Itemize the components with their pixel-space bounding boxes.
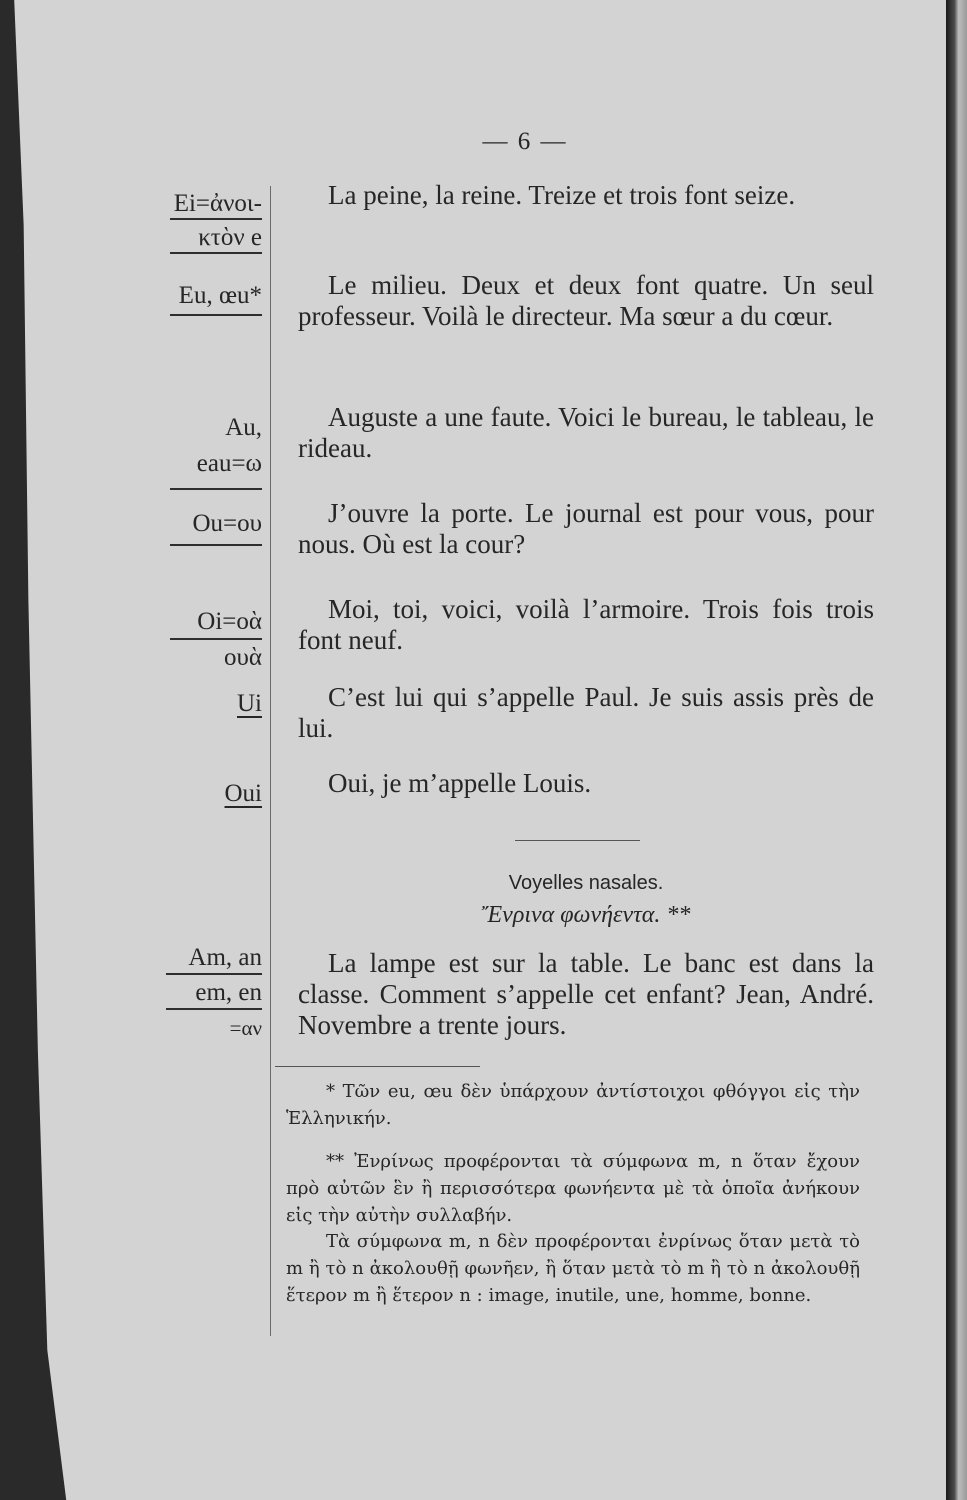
section-heading-french: Voyelles nasales. (508, 872, 664, 894)
margin-rule (170, 488, 262, 490)
margin-rule (170, 314, 262, 316)
margin-label-ei-line1: Ei=ἀνοι- (173, 190, 262, 217)
margin-label-am-line2: em, en (195, 979, 262, 1006)
margin-label-au-line1: Au, (225, 414, 262, 441)
margin-label-oi-line2: ουὰ (224, 644, 262, 671)
paragraph-ui: C’est lui qui s’appelle Paul. Je suis assis près de lui. (298, 682, 874, 743)
margin-label-oui-line1: Oui (224, 780, 262, 807)
footnote-2: ** Ἐνρίνως προφέρονται τὰ σύμφωνα m, n ὅταν ἔχουν πρὸ αὐτῶν ἓν ἢ περισσότερα φωνήεντα μὲ τὰ ὁποῖα ἀνήκουν εἰς τὴν αὐτὴν συλλαβήν. (286, 1151, 860, 1226)
margin-label-eu-line1: Eu, œu* (178, 282, 262, 309)
footnote-3: Τὰ σύμφωνα m, n δὲν προφέρονται ἐνρίνως ὅταν μετὰ τὸ m ἢ τὸ n ἀκολουθῇ φωνῆεν, ἢ ὅταν μετὰ τὸ m ἢ τὸ n ἀκολουθῇ ἕτερον m ἢ ἕτερον n : image, inutile, une, homme, bonne. (286, 1231, 860, 1306)
margin-label-ei (170, 186, 262, 254)
margin-label-au (170, 410, 262, 490)
margin-label-oui (225, 776, 263, 812)
column-divider (270, 186, 271, 1336)
paragraph-au: Auguste a une faute. Voici le bureau, le tableau, le rideau. (298, 402, 874, 463)
margin-label-ou (170, 506, 262, 546)
paragraph-am: La lampe est sur la table. Le banc est dans la classe. Comment s’appelle cet enfant? Jean, André. Novembre a trente jours. (298, 948, 874, 1040)
margin-label-ou-line1: Ou=ου (192, 510, 262, 537)
section-heading-greek: Ἔνρινα φωνήεντα. ** (481, 902, 691, 928)
margin-label-ui (237, 686, 262, 722)
margin-label-am-line1: Am, an (188, 944, 262, 971)
margin-rule (170, 544, 262, 546)
margin-label-ui-line1: Ui (237, 690, 262, 717)
margin-label-oi (170, 604, 262, 676)
paragraph-eu: Le milieu. Deux et deux font quatre. Un seul professeur. Voilà le directeur. Ma sœur a du cœur. (298, 270, 874, 331)
section-separator (515, 840, 640, 841)
margin-label-ei-line2: κτὸν e (198, 224, 262, 251)
paragraph-ou: J’ouvre la porte. Le journal est pour vous, pour nous. Où est la cour? (298, 498, 874, 559)
margin-label-eu (170, 278, 262, 316)
margin-label-oi-line1: Oi=οὰ (197, 608, 262, 635)
margin-label-au-line2: eau=ω (196, 450, 262, 477)
page-number: — 6 — (482, 128, 568, 155)
paragraph-ei: La peine, la reine. Treize et trois font seize. (328, 180, 796, 210)
margin-label-am (166, 940, 262, 1046)
book-spine (946, 0, 967, 1500)
footnote-separator (275, 1066, 480, 1067)
footnote-1: * Τῶν eu, œu δὲν ὑπάρχουν ἀντίστοιχοι φθόγγοι εἰς τὴν Ἑλληνικήν. (286, 1081, 860, 1129)
paragraph-oui: Oui, je m’appelle Louis. (328, 768, 592, 798)
paragraph-oi: Moi, toi, voici, voilà l’armoire. Trois fois trois font neuf. (298, 594, 874, 655)
margin-label-am-line3: =αν (229, 1016, 262, 1040)
